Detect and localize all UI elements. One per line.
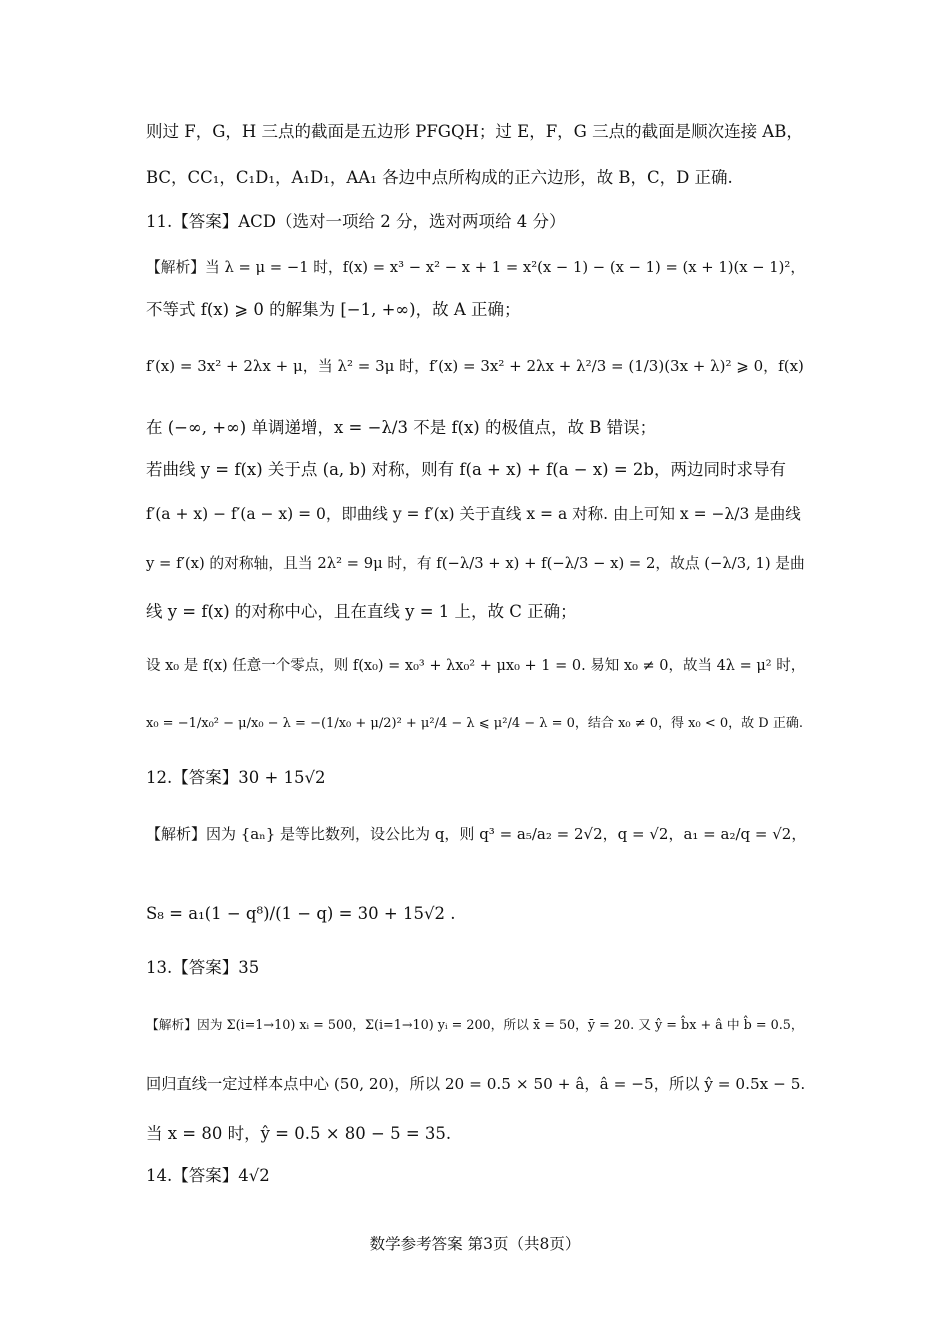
- line-4: 【解析】当 λ = μ = −1 时，f(x) = x³ − x² − x + 1 = x²(x − 1) − (x − 1) = (x + 1)(x − 1)²，: [146, 259, 806, 276]
- line-10: y = f′(x) 的对称轴，且当 2λ² = 9μ 时，有 f(−λ/3 + x) + f(−λ/3 − x) = 2，故点 (−λ/3, 1) 是曲: [146, 555, 805, 572]
- line-8: 若曲线 y = f(x) 关于点 (a, b) 对称，则有 f(a + x) + f(a − x) = 2b，两边同时求导有: [146, 460, 786, 479]
- page-footer: 数学参考答案 第3页（共8页）: [369, 1235, 581, 1253]
- line-19: 回归直线一定过样本点中心 (50, 20)，所以 20 = 0.5 × 50 + â，â = −5，所以 ŷ = 0.5x − 5.: [146, 1075, 806, 1093]
- line-9: f′(a + x) − f′(a − x) = 0，即曲线 y = f′(x) 关于直线 x = a 对称. 由上可知 x = −λ/3 是曲线: [146, 505, 801, 523]
- line-5: 不等式 f(x) ⩾ 0 的解集为 [−1, +∞)，故 A 正确；: [146, 300, 521, 319]
- line-7: 在 (−∞, +∞) 单调递增，x = −λ/3 不是 f(x) 的极值点，故 B 错误；: [146, 418, 657, 437]
- line-2: BC，CC₁，C₁D₁，A₁D₁，AA₁ 各边中点所构成的正六边形，故 B，C，D 正确.: [146, 168, 733, 187]
- line-21: 14.【答案】4√2: [146, 1166, 270, 1185]
- line-13: x₀ = −1/x₀² − μ/x₀ − λ = −(1/x₀ + μ/2)² + μ²/4 − λ ⩽ μ²/4 − λ = 0，结合 x₀ ≠ 0，得 x₀ < 0，故 D 正确.: [146, 716, 803, 731]
- line-20: 当 x = 80 时，ŷ = 0.5 × 80 − 5 = 35.: [146, 1124, 452, 1143]
- line-17: 13.【答案】35: [146, 958, 260, 977]
- line-14: 12.【答案】30 + 15√2: [146, 768, 326, 787]
- line-11: 线 y = f(x) 的对称中心，且在直线 y = 1 上，故 C 正确；: [146, 602, 577, 621]
- line-6: f′(x) = 3x² + 2λx + μ，当 λ² = 3μ 时，f′(x) = 3x² + 2λx + λ²/3 = (1/3)(3x + λ)² ⩾ 0，f(x): [146, 357, 804, 375]
- line-12: 设 x₀ 是 f(x) 任意一个零点，则 f(x₀) = x₀³ + λx₀² + μx₀ + 1 = 0. 易知 x₀ ≠ 0，故当 4λ = μ² 时，: [146, 658, 806, 674]
- line-3: 11.【答案】ACD（选对一项给 2 分，选对两项给 4 分）: [146, 212, 566, 231]
- line-1: 则过 F，G，H 三点的截面是五边形 PFGQH；过 E，F，G 三点的截面是顺次连接 AB，: [146, 122, 803, 141]
- line-16: S₈ = a₁(1 − q⁸)/(1 − q) = 30 + 15√2 .: [146, 904, 456, 923]
- line-15: 【解析】因为 {aₙ} 是等比数列，设公比为 q，则 q³ = a₅/a₂ = 2√2，q = √2，a₁ = a₂/q = √2，: [146, 825, 807, 843]
- line-18: 【解析】因为 Σ(i=1→10) xᵢ = 500，Σ(i=1→10) yᵢ = 200，所以 x̄ = 50，ȳ = 20. 又 ŷ = b̂x + â 中 b̂ = 0.5，: [146, 1018, 804, 1033]
